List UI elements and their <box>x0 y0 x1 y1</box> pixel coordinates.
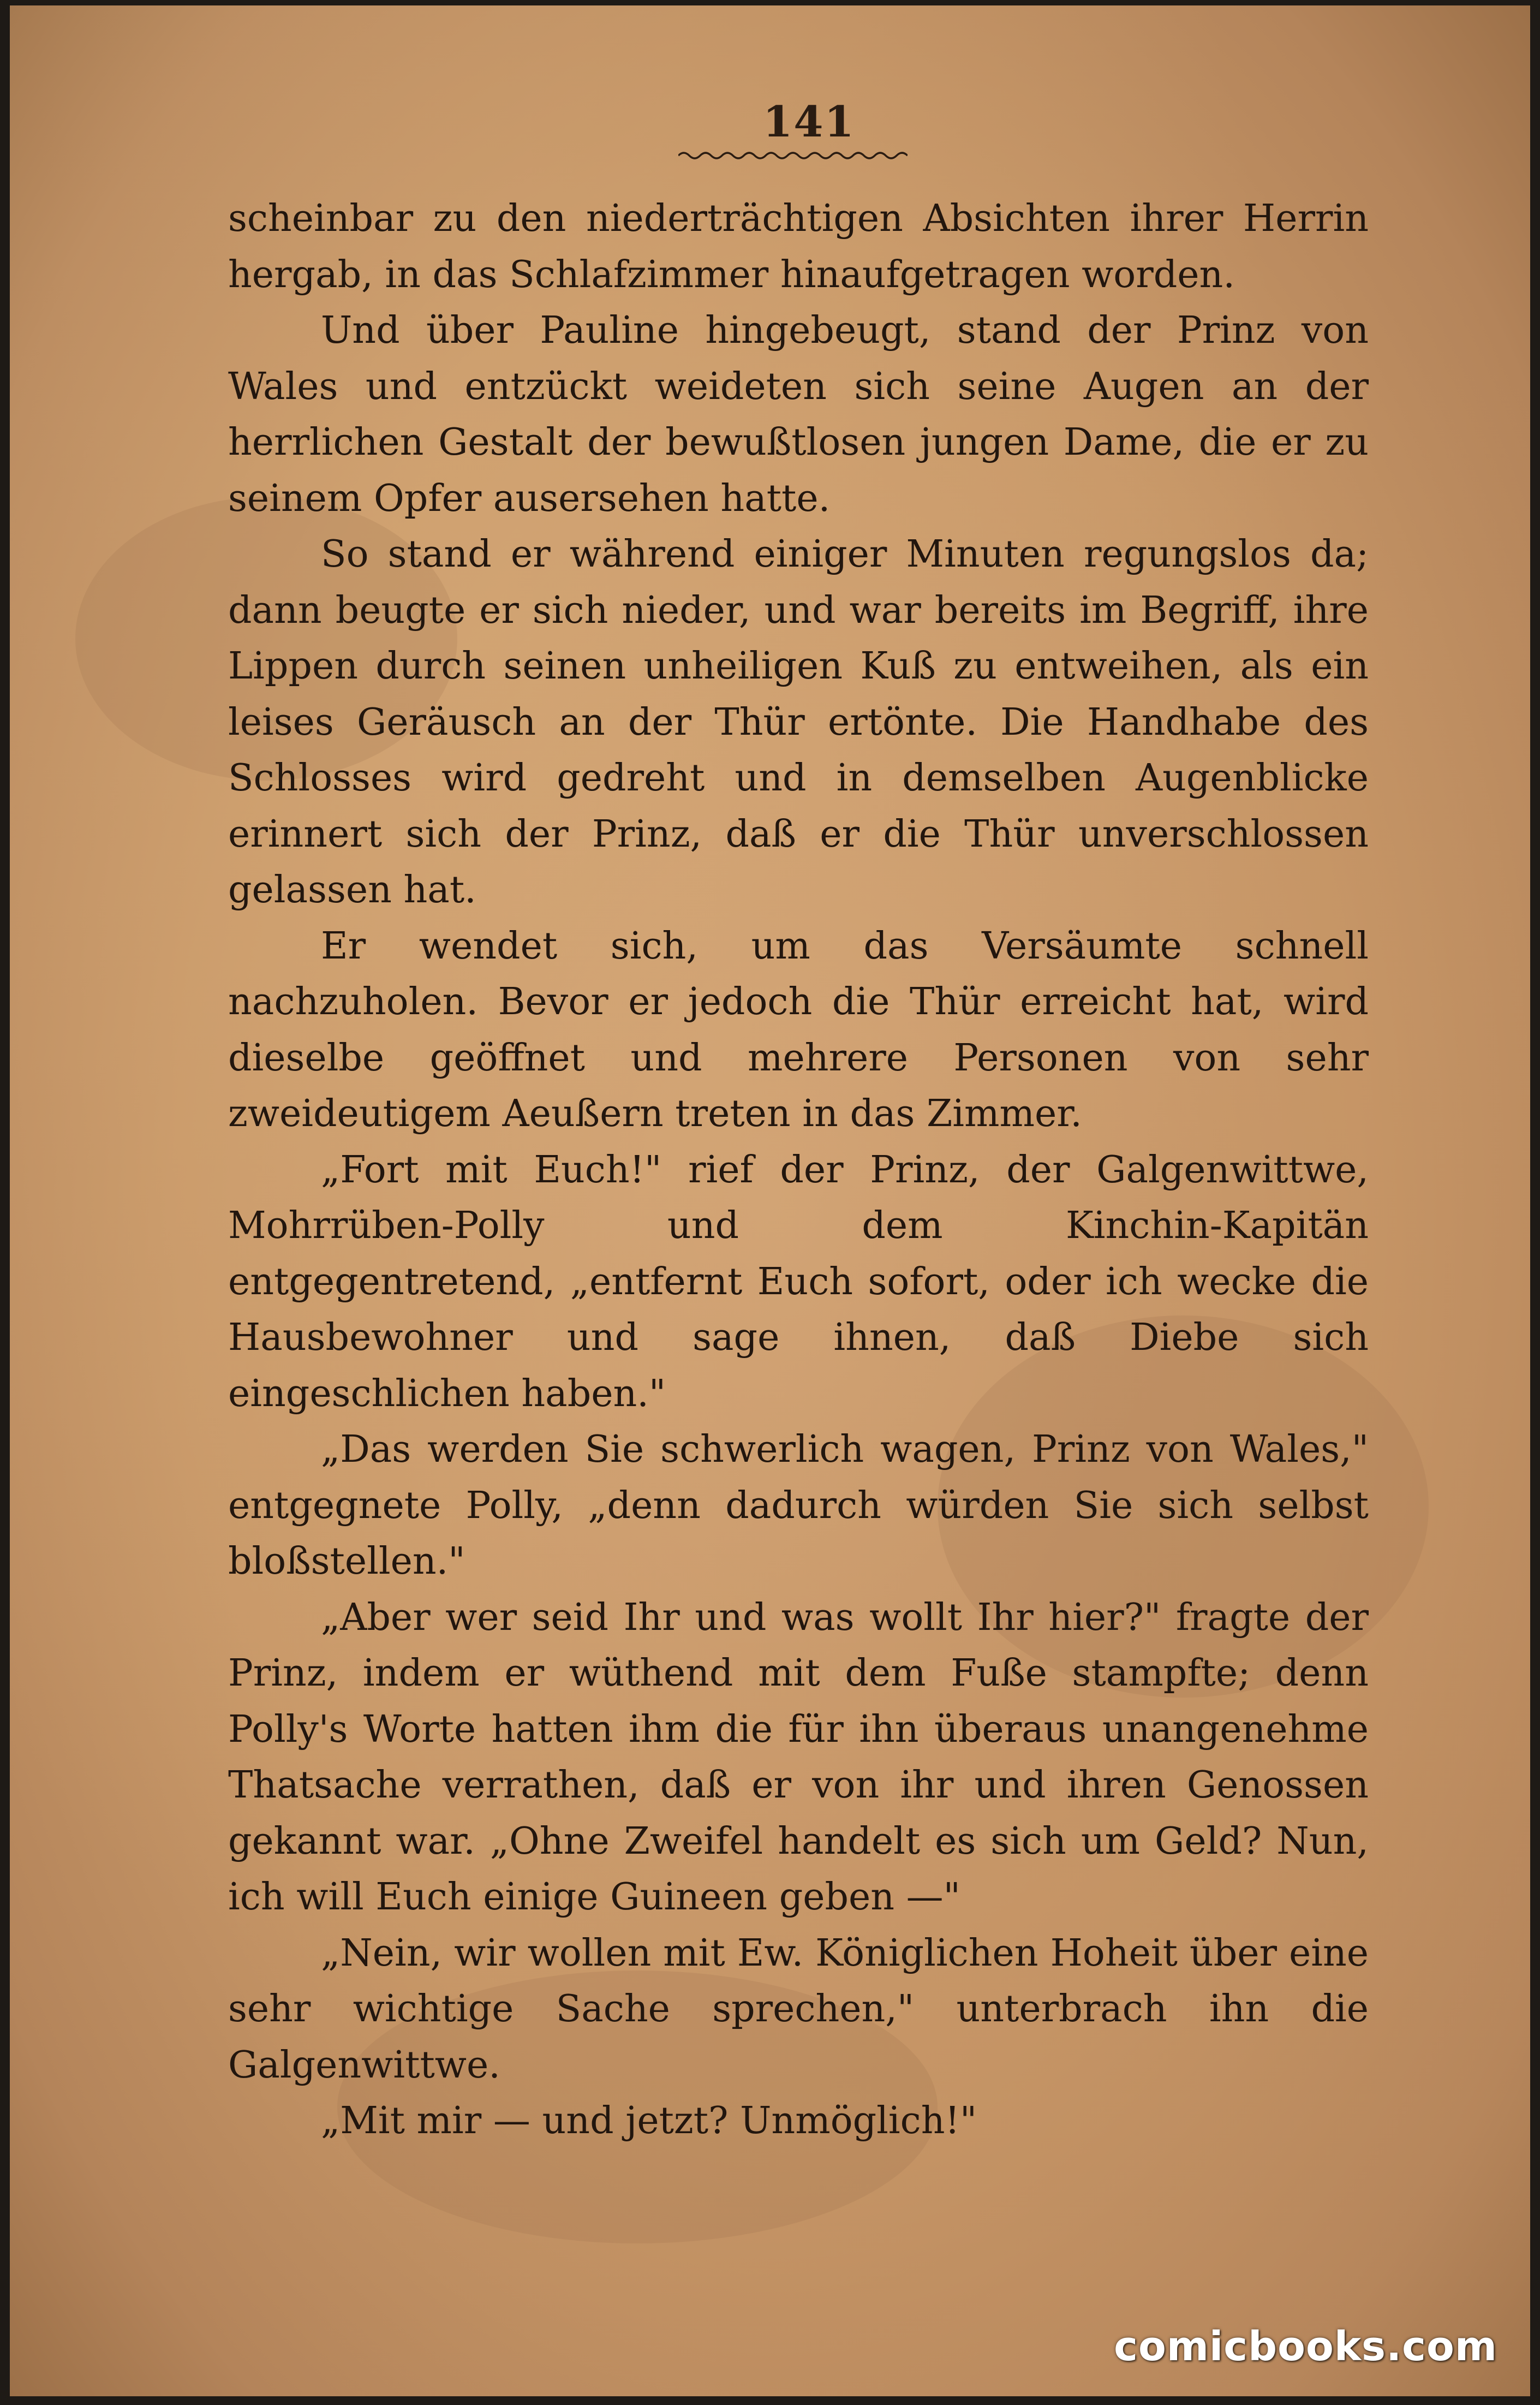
paragraph: „Das werden Sie schwerlich wagen, Prinz von Wales," entgegnete Polly, „denn dadurch würden Sie sich selbst bloßstellen." <box>228 1428 1369 1583</box>
paragraph: „Aber wer seid Ihr und was wollt Ihr hier?" fragte der Prinz, indem er wüthend mit dem Fuße stampfte; denn Polly's Worte hatten ihm die für ihn überaus unangenehme Thatsache verrathen, daß er von ihr und ihren Genossen gekannt war. „Ohne Zweifel handelt es sich um Geld? Nun, ich will Euch einige Guineen geben —" <box>228 1596 1369 1919</box>
page-header <box>763 97 855 147</box>
paragraph: Und über Pauline hingebeugt, stand der Prinz von Wales und entzückt weideten sich seine Augen an der herrlichen Gestalt der bewußtlosen jungen Dame, die er zu seinem Opfer ausersehen hatte. <box>228 309 1369 520</box>
page-number: 141 <box>763 97 855 147</box>
paragraph: scheinbar zu den niederträchtigen Absichten ihrer Herrin hergab, in das Schlafzimmer hinaufgetragen worden. <box>228 197 1369 296</box>
book-page <box>10 5 1530 2396</box>
paragraph: Er wendet sich, um das Versäumte schnell nachzuholen. Bevor er jedoch die Thür erreicht hat, wird dieselbe geöffnet und mehrere Personen von sehr zweideutigem Aeußern treten in das Zimmer. <box>228 924 1369 1135</box>
paragraph: So stand er während einiger Minuten regungslos da; dann beugte er sich nieder, und war bereits im Begriff, ihre Lippen durch seinen unheiligen Kuß zu entweihen, als ein leises Geräusch an der Thür ertönte. Die Handhabe des Schlosses wird gedreht und in demselben Augenblicke erinnert sich der Prinz, daß er die Thür unverschlossen gelassen hat. <box>228 533 1369 912</box>
paragraph: „Mit mir — und jetzt? Unmöglich!" <box>321 2099 977 2142</box>
paragraph: „Nein, wir wollen mit Ew. Königlichen Hoheit über eine sehr wichtige Sache sprechen," unterbrach ihn die Galgenwittwe. <box>228 1931 1369 2087</box>
watermark-text: comicbooks.com <box>1114 2323 1497 2370</box>
body-text <box>228 191 1369 2150</box>
wavy-rule-ornament <box>678 148 908 163</box>
paragraph: „Fort mit Euch!" rief der Prinz, der Galgenwittwe, Mohrrüben-Polly und dem Kinchin-Kapitän entgegentretend, „entfernt Euch sofort, oder ich wecke die Hausbewohner und sage ihnen, daß Diebe sich eingeschlichen haben." <box>228 1148 1369 1415</box>
